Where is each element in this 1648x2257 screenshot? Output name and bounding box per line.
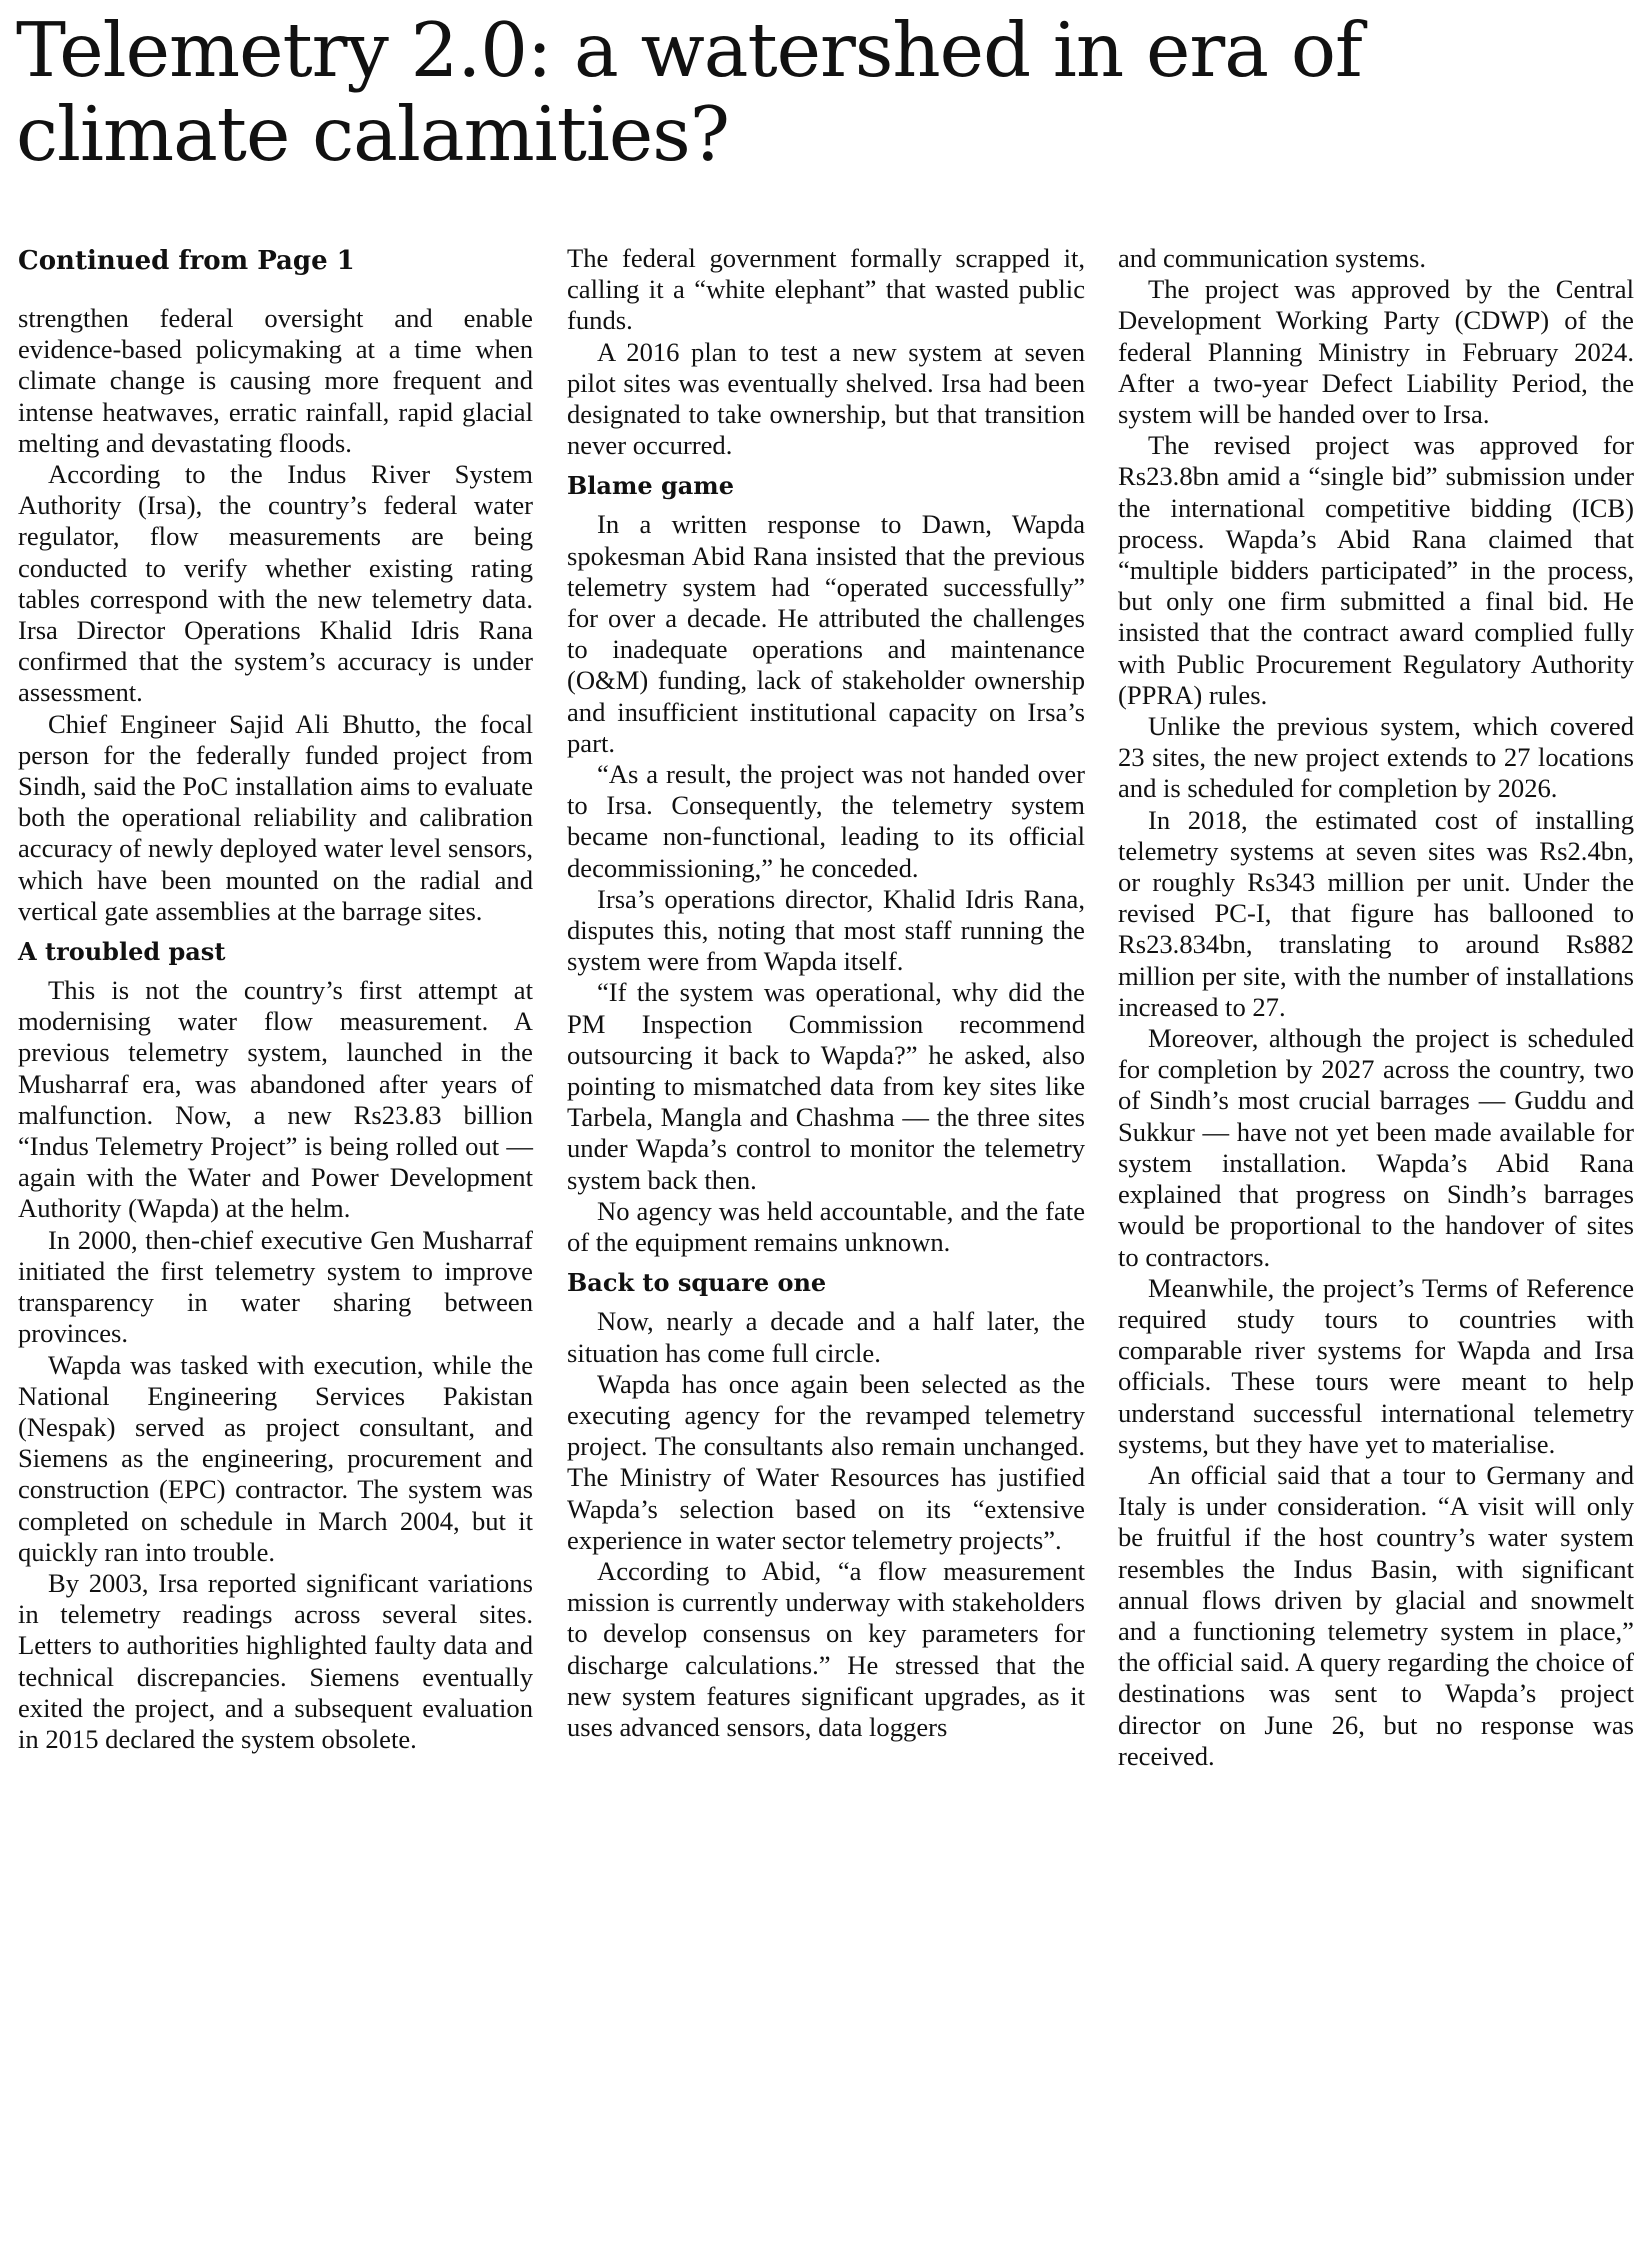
body-paragraph: “If the system was operational, why did the PM Inspection Commission recommend outsourcing it back to Wapda?” he asked, also pointing to mismatched data from key sites like Tarbela, Mangla and Chashma — the three sites under Wapda’s control to monitor the telemetry system back then.	[567, 977, 1085, 1195]
article-column-1	[18, 243, 533, 1755]
body-paragraph: In 2018, the estimated cost of installing telemetry systems at seven sites was Rs2.4bn, or roughly Rs343 million per unit. Under the revised PC-I, that figure has ballooned to Rs23.834bn, translating to around Rs882 million per site, with the number of installations increased to 27.	[1118, 804, 1634, 1022]
body-paragraph: In 2000, then-chief executive Gen Musharraf initiated the first telemetry system to improve transparency in water sharing between provinces.	[18, 1224, 533, 1349]
body-paragraph: This is not the country’s first attempt at modernising water flow measurement. A previous telemetry system, launched in the Musharraf era, was abandoned after years of malfunction. Now, a new Rs23.83 billion “Indus Telemetry Project” is being rolled out — again with the Water and Power Development Authority (Wapda) at the helm.	[18, 975, 533, 1224]
section-heading: Back to square one	[567, 1268, 827, 1298]
article-column-2	[567, 243, 1085, 1743]
headline: Telemetry 2.0: a watershed in era of climate calamities?	[16, 6, 1362, 178]
body-paragraph: The federal government formally scrapped it, calling it a “white elephant” that wasted public funds.	[567, 243, 1085, 336]
body-paragraph: No agency was held accountable, and the fate of the equipment remains unknown.	[567, 1195, 1085, 1258]
body-paragraph: An official said that a tour to Germany and Italy is under consideration. “A visit will only be fruitful if the host country’s water system resembles the Indus Basin, with significant annual flows driven by glacial and snowmelt and a functioning telemetry system in place,” the official said. A query regarding the choice of destinations was sent to Wapda’s project director on June 26, but no response was received.	[1118, 1459, 1634, 1771]
body-paragraph: Moreover, although the project is scheduled for completion by 2027 across the country, two of Sindh’s most crucial barrages — Guddu and Sukkur — have not yet been made available for system installation. Wapda’s Abid Rana explained that progress on Sindh’s barrages would be proportional to the handover of sites to contractors.	[1118, 1023, 1634, 1272]
body-paragraph: Unlike the previous system, which covered 23 sites, the new project extends to 27 locations and is scheduled for completion by 2026.	[1118, 711, 1634, 804]
body-paragraph: Meanwhile, the project’s Terms of Reference required study tours to countries with comparable river systems for Wapda and Irsa officials. These tours were meant to help understand successful international telemetry systems, but they have yet to materialise.	[1118, 1272, 1634, 1459]
section-heading: Blame game	[567, 471, 734, 501]
body-paragraph: Chief Engineer Sajid Ali Bhutto, the focal person for the federally funded project from Sindh, said the PoC installation aims to evaluate both the operational reliability and calibration accuracy of newly deployed water level sensors, which have been mounted on the radial and vertical gate assemblies at the barrage sites.	[18, 708, 533, 926]
continued-from-label: Continued from Page 1	[18, 246, 355, 276]
body-paragraph: Wapda was tasked with execution, while the National Engineering Services Pakistan (Nespak) served as project consultant, and Siemens as the engineering, procurement and construction (EPC) contractor. The system was completed on schedule in March 2004, but it quickly ran into trouble.	[18, 1349, 533, 1567]
body-paragraph: Wapda has once again been selected as the executing agency for the revamped telemetry project. The consultants also remain unchanged. The Ministry of Water Resources has justified Wapda’s selection based on its “extensive experience in water sector telemetry projects”.	[567, 1368, 1085, 1555]
article-column-3	[1118, 243, 1634, 1772]
body-paragraph: The project was approved by the Central Development Working Party (CDWP) of the federal Planning Ministry in February 2024. After a two-year Defect Liability Period, the system will be handed over to Irsa.	[1118, 274, 1634, 430]
body-paragraph: “As a result, the project was not handed over to Irsa. Consequently, the telemetry system became non-functional, leading to its official decommissioning,” he conceded.	[567, 759, 1085, 883]
body-paragraph: In a written response to Dawn, Wapda spokesman Abid Rana insisted that the previous telemetry system had “operated successfully” for over a decade. He attributed the challenges to inadequate operations and maintenance (O&M) funding, lack of stakeholder ownership and insufficient institutional capacity on Irsa’s part.	[567, 509, 1085, 758]
body-paragraph: The revised project was approved for Rs23.8bn amid a “single bid” submission under the international competitive bidding (ICB) process. Wapda’s Abid Rana claimed that “multiple bidders participated” in the process, but only one firm submitted a final bid. He insisted that the contract award complied fully with Public Procurement Regulatory Authority (PPRA) rules.	[1118, 430, 1634, 710]
body-paragraph: By 2003, Irsa reported significant variations in telemetry readings across several sites. Letters to authorities highlighted faulty data and technical discrepancies. Siemens eventually exited the project, and a subsequent evaluation in 2015 declared the system obsolete.	[18, 1567, 533, 1754]
body-paragraph: strengthen federal oversight and enable evidence-based policymaking at a time when climate change is causing more frequent and intense heatwaves, erratic rainfall, rapid glacial melting and devastating floods.	[18, 303, 533, 458]
body-paragraph: A 2016 plan to test a new system at seven pilot sites was eventually shelved. Irsa had been designated to take ownership, but that transition never occurred.	[567, 336, 1085, 461]
body-paragraph: According to the Indus River System Authority (Irsa), the country’s federal water regulator, flow measurements are being conducted to verify whether existing rating tables correspond with the new telemetry data. Irsa Director Operations Khalid Idris Rana confirmed that the system’s accuracy is under assessment.	[18, 459, 533, 708]
body-paragraph: Now, nearly a decade and a half later, the situation has come full circle.	[567, 1306, 1085, 1368]
body-paragraph: Irsa’s operations director, Khalid Idris Rana, disputes this, noting that most staff running the system were from Wapda itself.	[567, 883, 1085, 977]
section-heading: A troubled past	[18, 937, 226, 967]
body-paragraph: and communication systems.	[1118, 243, 1426, 273]
body-paragraph: According to Abid, “a flow measurement mission is currently underway with stakeholders to develop consensus on key parameters for discharge calculations.” He stressed that the new system features significant upgrades, as it uses advanced sensors, data loggers	[567, 1555, 1085, 1742]
